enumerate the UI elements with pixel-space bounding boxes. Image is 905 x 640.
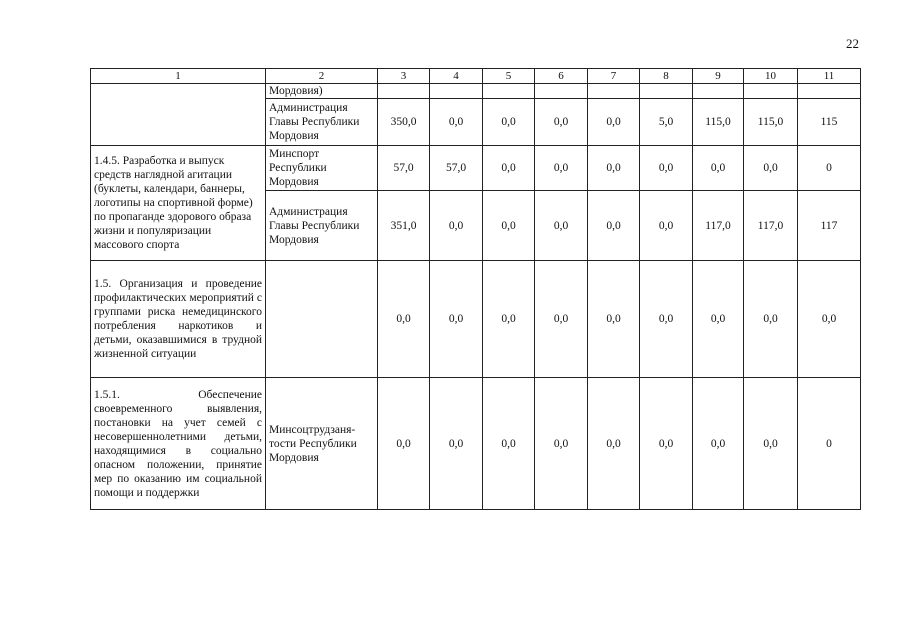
description-cell [91,84,266,146]
value-cell: 0,0 [588,146,640,191]
value-cell: 0,0 [535,99,588,146]
value-cell: 0,0 [693,146,744,191]
value-cell: 0,0 [744,378,798,510]
column-header: 7 [588,69,640,84]
value-cell [640,84,693,99]
organization-cell: Минсоцтрудзаня-тости Республики Мордовия [266,378,378,510]
value-cell: 57,0 [430,146,483,191]
description-cell: 1.5. Организация и проведение профилактических мероприятий с группами риска немедицинского потребления наркотиков и детьми, оказавшимися в трудной жизненной ситуации [91,261,266,378]
value-cell: 117,0 [693,191,744,261]
value-cell: 0,0 [430,378,483,510]
value-cell: 117 [798,191,861,261]
value-cell: 0,0 [378,261,430,378]
value-cell: 5,0 [640,99,693,146]
column-header: 8 [640,69,693,84]
column-header: 9 [693,69,744,84]
value-cell: 0,0 [588,99,640,146]
value-cell [430,84,483,99]
organization-cell [266,261,378,378]
organization-cell: Мордовия) [266,84,378,99]
value-cell: 0,0 [483,378,535,510]
value-cell: 57,0 [378,146,430,191]
value-cell: 0,0 [588,378,640,510]
value-cell: 115,0 [693,99,744,146]
value-cell: 0,0 [535,378,588,510]
value-cell: 0,0 [588,261,640,378]
value-cell: 115,0 [744,99,798,146]
value-cell: 0,0 [535,191,588,261]
value-cell: 0,0 [430,261,483,378]
value-cell: 0,0 [640,146,693,191]
column-header: 5 [483,69,535,84]
column-header: 10 [744,69,798,84]
description-cell: 1.4.5. Разработка и выпуск средств наглядной агитации (буклеты, календари, баннеры, логотипы на спортивной форме) по пропаганде здорового образа жизни и популяризации массового спорта [91,146,266,261]
value-cell [693,84,744,99]
value-cell: 0,0 [378,378,430,510]
table-row [91,378,861,510]
value-cell [744,84,798,99]
column-header: 2 [266,69,378,84]
column-header: 3 [378,69,430,84]
value-cell: 0,0 [430,99,483,146]
table-row [91,261,861,378]
value-cell [483,84,535,99]
value-cell: 0,0 [535,146,588,191]
value-cell: 0,0 [640,378,693,510]
value-cell: 115 [798,99,861,146]
value-cell: 117,0 [744,191,798,261]
organization-cell: Минспорт Республики Мордовия [266,146,378,191]
value-cell: 0,0 [483,146,535,191]
value-cell [535,84,588,99]
value-cell: 0,0 [535,261,588,378]
value-cell: 0,0 [483,261,535,378]
header-row [91,69,861,84]
value-cell: 0,0 [483,191,535,261]
value-cell: 351,0 [378,191,430,261]
value-cell: 0,0 [483,99,535,146]
value-cell: 0 [798,146,861,191]
column-header: 1 [91,69,266,84]
column-header: 11 [798,69,861,84]
value-cell: 0,0 [693,261,744,378]
column-header: 6 [535,69,588,84]
value-cell: 0,0 [744,261,798,378]
value-cell: 0,0 [640,191,693,261]
organization-cell: Администрация Главы Республики Мордовия [266,191,378,261]
table-row [91,146,861,191]
table-row [91,84,861,99]
value-cell: 0,0 [430,191,483,261]
page-number: 22 [846,36,859,51]
value-cell [588,84,640,99]
value-cell [378,84,430,99]
budget-table [90,68,861,510]
value-cell: 0,0 [693,378,744,510]
value-cell: 0,0 [640,261,693,378]
value-cell: 350,0 [378,99,430,146]
value-cell: 0,0 [798,261,861,378]
organization-cell: Администрация Главы Республики Мордовия [266,99,378,146]
value-cell: 0,0 [588,191,640,261]
description-cell: 1.5.1. Обеспечение своевременного выявления, постановки на учет семей с несовершеннолетними детьми, находящимися в социально опасном положении, принятие мер по оказанию им социальной помощи и поддержки [91,378,266,510]
column-header: 4 [430,69,483,84]
value-cell: 0,0 [744,146,798,191]
value-cell [798,84,861,99]
value-cell: 0 [798,378,861,510]
